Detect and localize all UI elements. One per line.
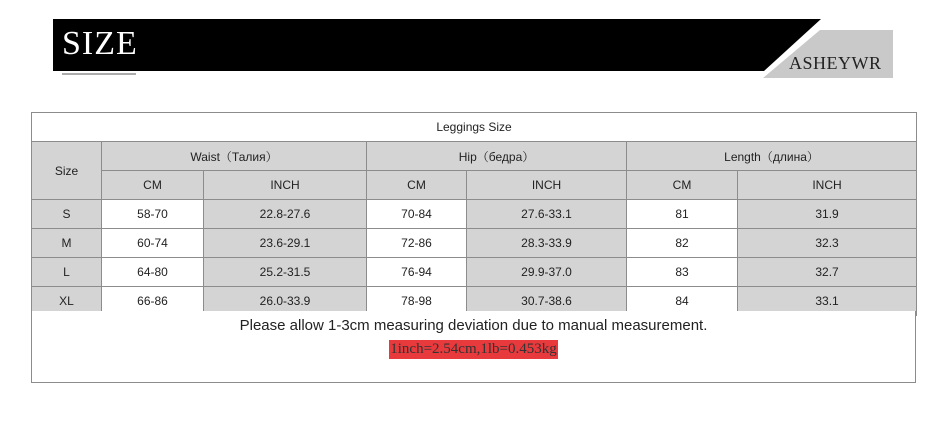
hip-inch-header: INCH (467, 171, 627, 200)
size-cell: XL (32, 287, 102, 316)
deviation-note: Please allow 1-3cm measuring deviation due to manual measurement. (239, 317, 708, 334)
banner-shapes (0, 0, 950, 90)
waist-inch-cell: 22.8-27.6 (204, 200, 367, 229)
table-row (32, 229, 917, 258)
waist-inch-header: INCH (204, 171, 367, 200)
hip-inch-cell: 28.3-33.9 (467, 229, 627, 258)
waist-group-header: Waist（Талия） (102, 142, 367, 171)
waist-inch-cell: 23.6-29.1 (204, 229, 367, 258)
brand-name: ASHEYWR (789, 53, 882, 73)
hip-inch-cell: 29.9-37.0 (467, 258, 627, 287)
length-inch-cell: 32.7 (738, 258, 917, 287)
hip-cm-cell: 78-98 (367, 287, 467, 316)
banner-bar-shape (53, 19, 821, 71)
size-table (31, 112, 917, 316)
waist-inch-cell: 25.2-31.5 (204, 258, 367, 287)
length-inch-cell: 33.1 (738, 287, 917, 316)
hip-inch-cell: 30.7-38.6 (467, 287, 627, 316)
conversion-note: 1inch=2.54cm,1lb=0.453kg (390, 341, 557, 357)
conversion-wrap (32, 340, 915, 359)
hip-cm-header: CM (367, 171, 467, 200)
notes-box (31, 311, 916, 383)
table-row (32, 200, 917, 229)
length-cm-cell: 81 (627, 200, 738, 229)
waist-cm-cell: 58-70 (102, 200, 204, 229)
hip-cm-cell: 72-86 (367, 229, 467, 258)
waist-cm-header: CM (102, 171, 204, 200)
length-cm-cell: 84 (627, 287, 738, 316)
length-inch-cell: 31.9 (738, 200, 917, 229)
waist-cm-cell: 64-80 (102, 258, 204, 287)
waist-inch-cell: 26.0-33.9 (204, 287, 367, 316)
table-caption: Leggings Size (32, 113, 917, 142)
length-cm-cell: 83 (627, 258, 738, 287)
hip-cm-cell: 76-94 (367, 258, 467, 287)
hip-inch-cell: 27.6-33.1 (467, 200, 627, 229)
length-inch-cell: 32.3 (738, 229, 917, 258)
length-cm-header: CM (627, 171, 738, 200)
hip-group-header: Hip（бедра） (367, 142, 627, 171)
size-column-header: Size (32, 142, 102, 200)
page-title: SIZE (62, 25, 138, 62)
length-inch-header: INCH (738, 171, 917, 200)
size-cell: L (32, 258, 102, 287)
length-group-header: Length（длина） (627, 142, 917, 171)
table-row (32, 258, 917, 287)
length-cm-cell: 82 (627, 229, 738, 258)
size-cell: M (32, 229, 102, 258)
waist-cm-cell: 60-74 (102, 229, 204, 258)
size-cell: S (32, 200, 102, 229)
hip-cm-cell: 70-84 (367, 200, 467, 229)
size-banner (0, 0, 950, 90)
waist-cm-cell: 66-86 (102, 287, 204, 316)
